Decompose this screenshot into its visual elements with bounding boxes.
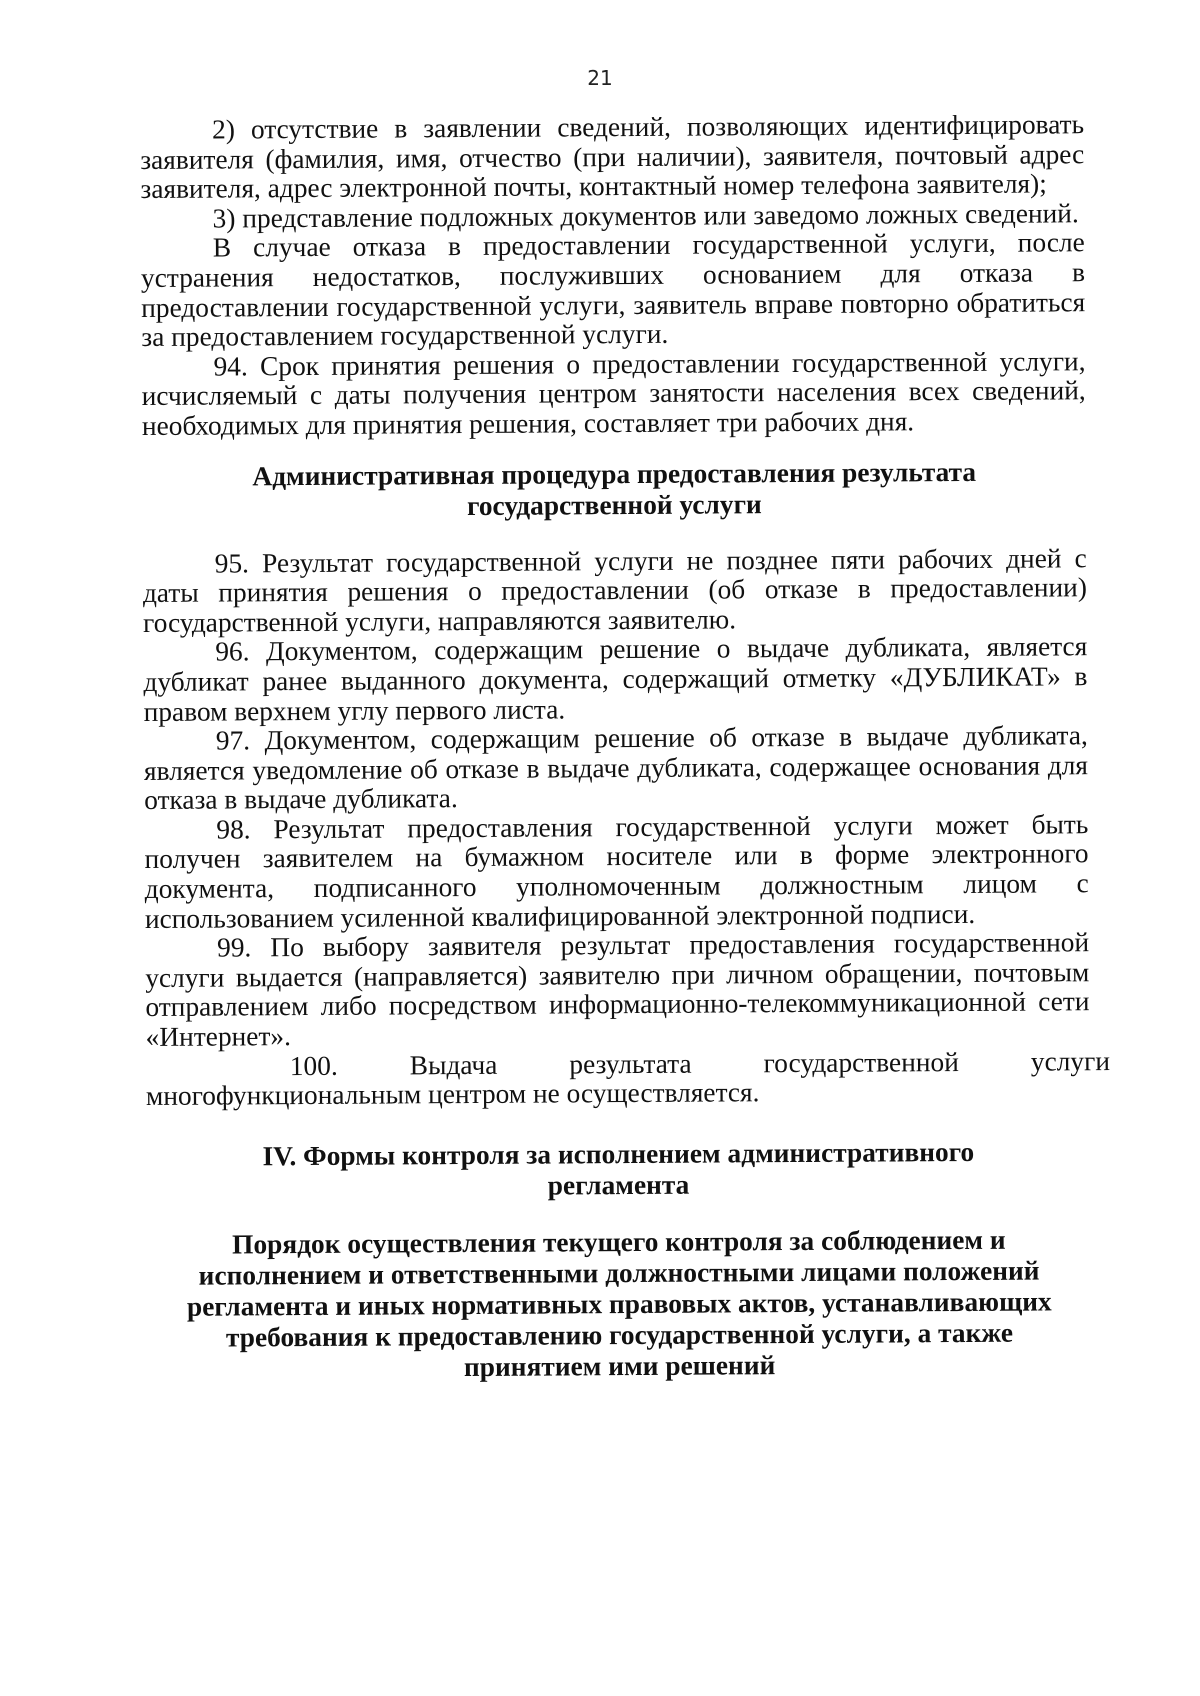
heading-order-line2: исполнением и ответственными должностными лицами положений [198,1255,1040,1291]
heading-admin-procedure [142,456,1086,524]
heading-order-line4: требования к предоставлению государственной услуги, а также [225,1317,1014,1353]
paragraph-100-line2: многофункциональным центром не осуществляется. [145,1077,760,1112]
heading-admin-line2: государственной услуги [466,488,762,521]
heading-admin-line1: Административная процедура предоставления результата [252,456,977,491]
heading-section-line2: регламента [547,1169,690,1201]
paragraph-100-line1 [218,1045,1111,1082]
page-number: 21 [587,66,613,90]
paragraph-100-word: государственной [763,1046,959,1078]
paragraph-100-word: услуги [1030,1045,1111,1077]
paragraph-100-word: Выдача [409,1049,498,1080]
paragraph-100 [145,1045,1111,1112]
paragraph-97: 97. Документом, содержащим решение об отказе в выдаче дубликата, является уведомление об отказе в выдаче дубликата, содержащее основания для отказа в выдаче дубликата. [143,720,1089,816]
page-content [140,109,1111,1385]
paragraph-item-3: 3) представление подложных документов или заведомо ложных сведений. [212,198,1079,234]
paragraph-96: 96. Документом, содержащим решение о выдаче дубликата, является дубликат ранее выданного документа, содержащий отметку «ДУБЛИКАТ» в правом верхнем углу первого листа. [143,631,1088,727]
paragraph-99: 99. По выбору заявителя результат предоставления государственной услуги выдается (направляется) заявителю при личном обращении, почтовым отправлением либо посредством информационно-телекоммуникационной сети «Интернет». [145,927,1090,1053]
paragraph-95: 95. Результат государственной услуги не позднее пяти рабочих дней с даты принятия решения о предоставлении (об отказе в предоставлении) государственной услуги, направляются заявителю. [142,542,1087,638]
heading-control-order [147,1224,1092,1385]
heading-section-line1: IV. Формы контроля за исполнением административного [262,1136,975,1172]
paragraph-100-word: результата [569,1048,692,1080]
heading-order-line3: регламента и иных нормативных правовых актов, устанавливающих [186,1286,1052,1322]
paragraph-94: 94. Срок принятия решения о предоставлении государственной услуги, исчисляемый с даты получения центром занятости населения всех сведений, необходимых для принятия решения, составляет три рабочих дня. [141,345,1086,441]
paragraph-refusal: В случае отказа в предоставлении государственной услуги, после устранения недостатков, послуживших основанием для отказа в предоставлении государственной услуги, заявитель вправе повторно обратиться за предоставлением государственной услуги. [140,227,1086,353]
paragraph-item-2: 2) отсутствие в заявлении сведений, позволяющих идентифицировать заявителя (фамилия, имя, отчество (при наличии), заявителя, почтовый адрес заявителя, адрес электронной почты, контактный номер телефона заявителя); [140,109,1085,205]
heading-order-line5: принятием ими решений [463,1349,776,1382]
heading-order-line1: Порядок осуществления текущего контроля за соблюдением и [232,1224,1006,1260]
paragraph-98: 98. Результат предоставления государственной услуги может быть получен заявителем на бумажном носителе или в форме электронного документа, подписанного уполномоченным должностным лицом с использованием усиленной квалифицированной электронной подписи. [144,809,1089,934]
paragraph-100-word: 100. [289,1050,338,1081]
heading-section-iv [146,1136,1090,1204]
